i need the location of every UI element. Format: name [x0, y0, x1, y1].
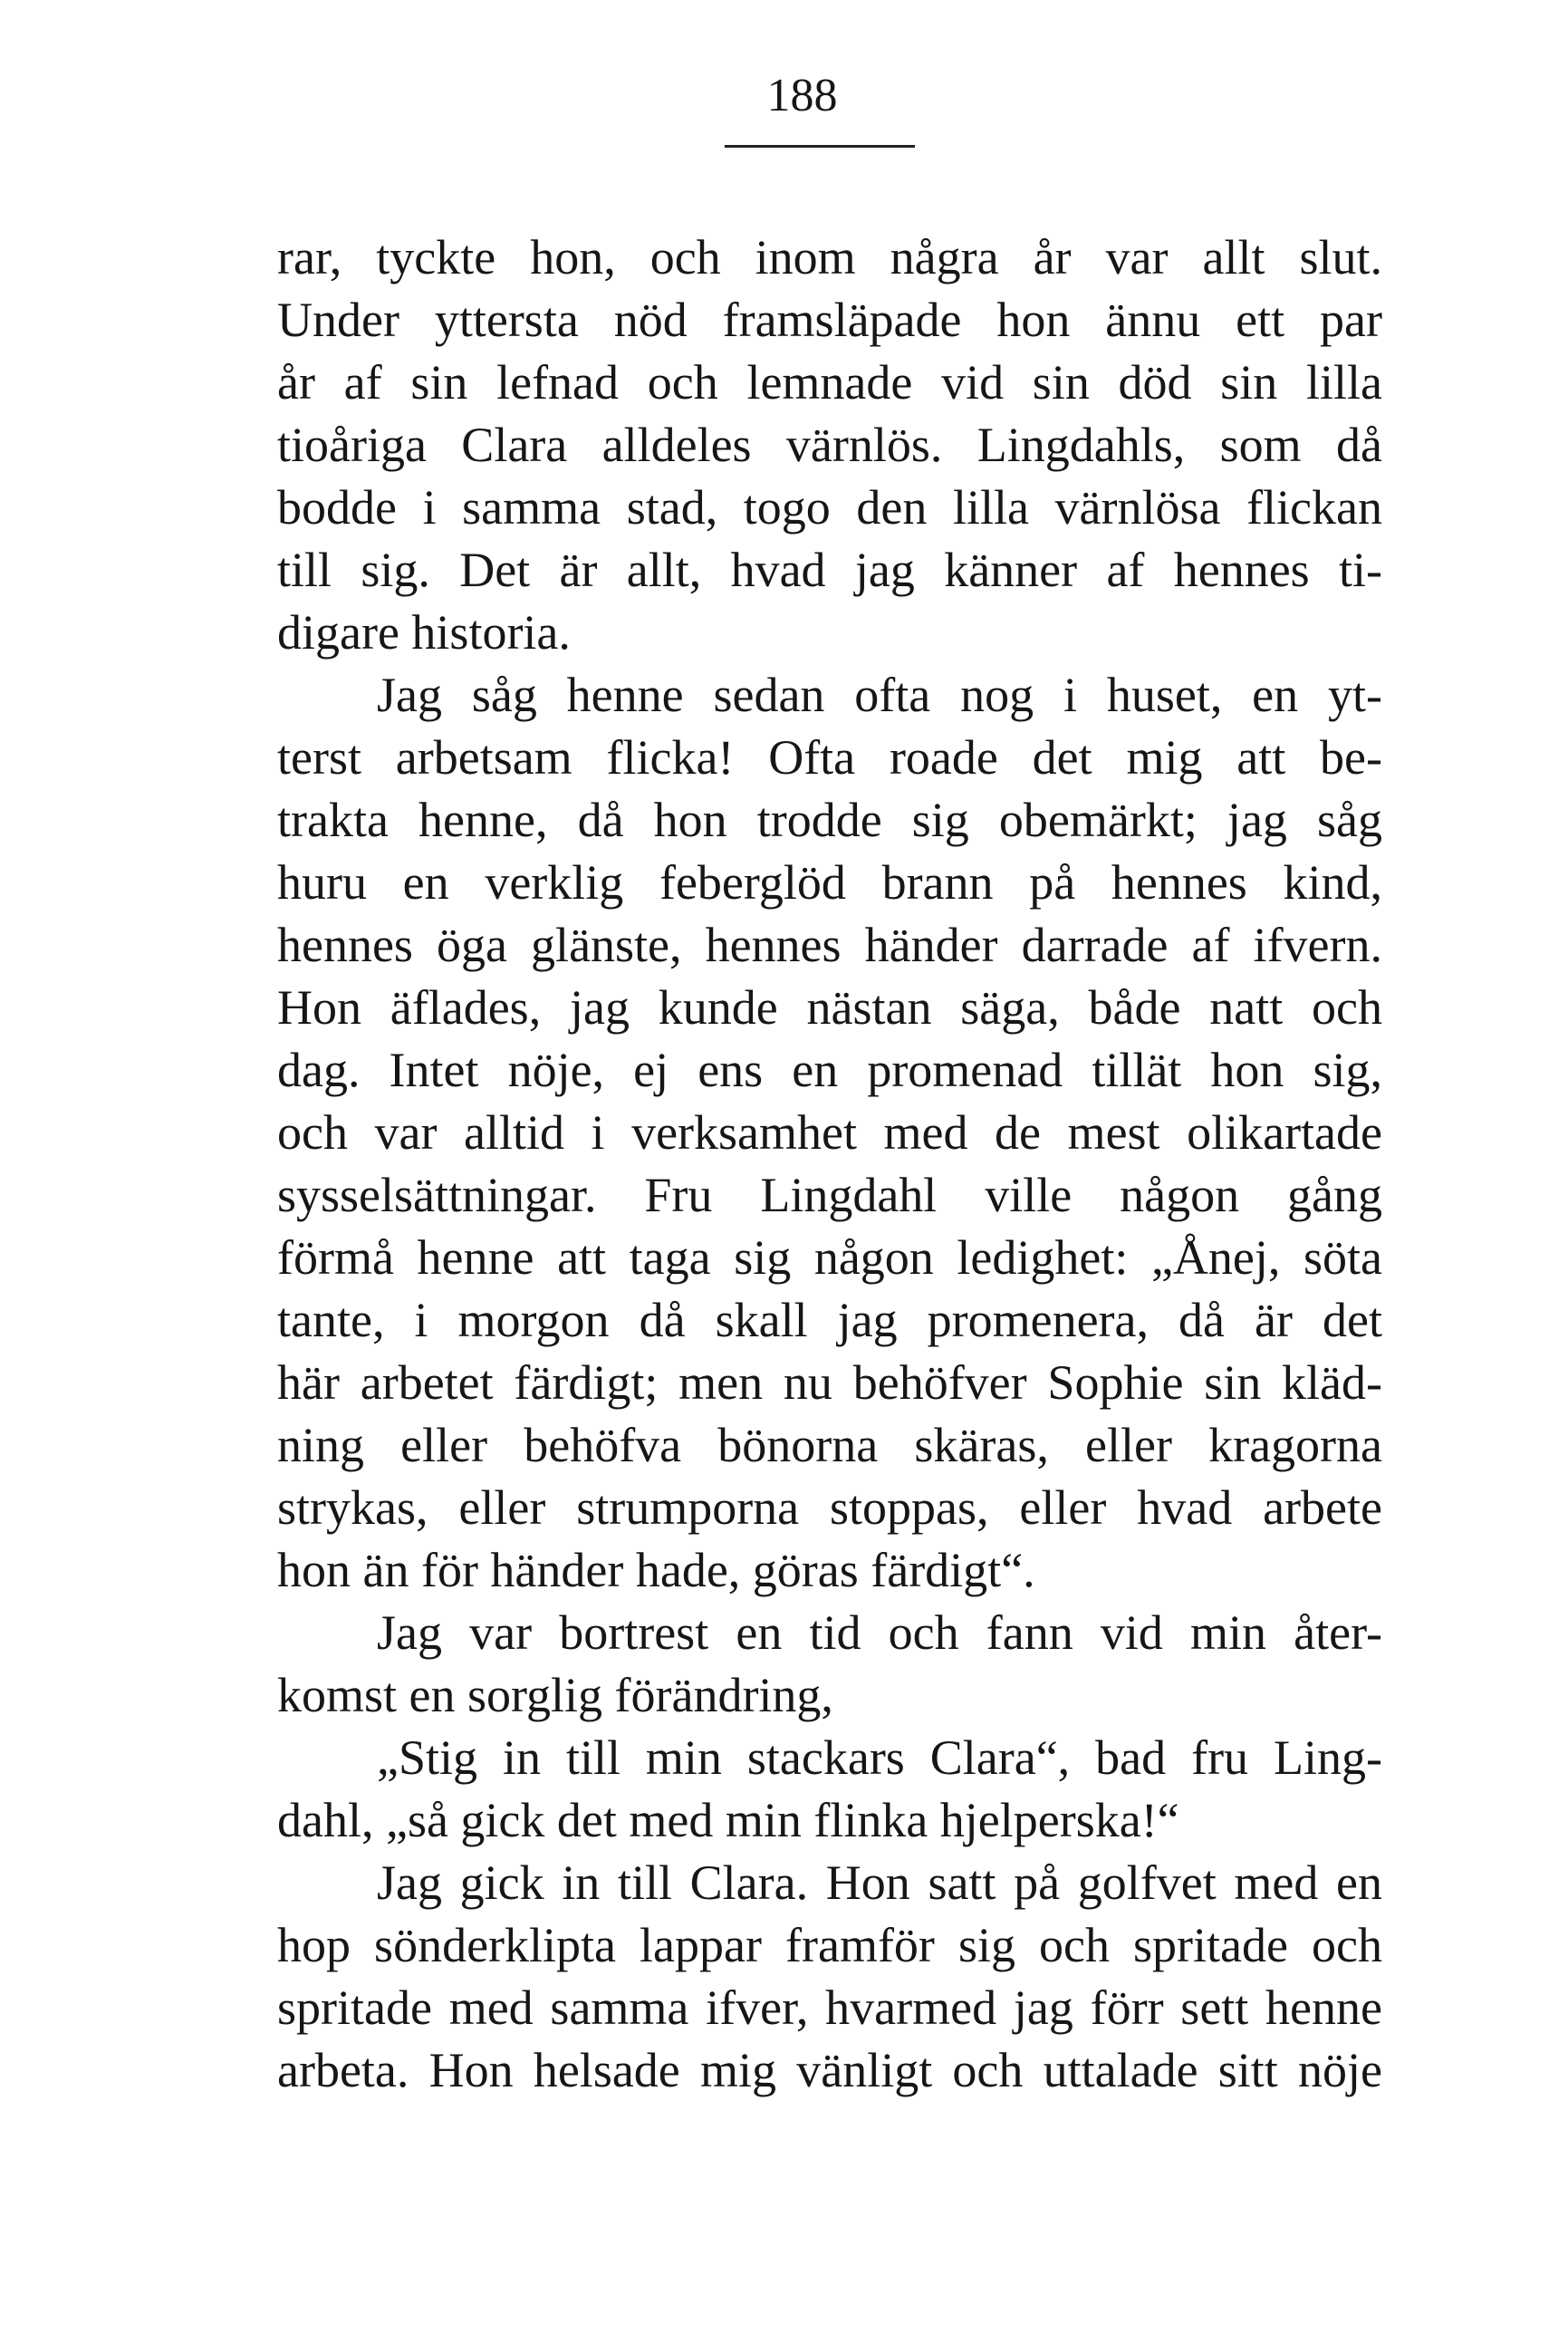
- text-line: hon än för händer hade, göras färdigt“.: [277, 1543, 1035, 1597]
- text-line: år af sin lefnad och lemnade vid sin död sin lilla: [277, 355, 1382, 410]
- text-line: förmå henne att taga sig någon ledighet: „Ånej, söta: [277, 1230, 1382, 1285]
- text-line: rar, tyckte hon, och inom några år var allt slut.: [277, 230, 1382, 284]
- text-line: trakta henne, då hon trodde sig obemärkt; jag såg: [277, 793, 1382, 847]
- text-line: till sig. Det är allt, hvad jag känner af hennes ti-: [277, 543, 1382, 597]
- text-line: komst en sorglig förändring,: [277, 1668, 833, 1722]
- text-line: dag. Intet nöje, ej ens en promenad tillät hon sig,: [277, 1043, 1382, 1097]
- text-line: bodde i samma stad, togo den lilla värnlösa flickan: [277, 480, 1382, 535]
- text-line: sysselsättningar. Fru Lingdahl ville någon gång: [277, 1168, 1382, 1222]
- text-line: ning eller behöfva bönorna skäras, eller kragorna: [277, 1418, 1382, 1472]
- header-rule: [725, 145, 915, 148]
- text-line: strykas, eller strumporna stoppas, eller hvad arbete: [277, 1480, 1382, 1535]
- text-line: hop sönderklipta lappar framför sig och spritade och: [277, 1918, 1382, 1972]
- text-line: tioåriga Clara alldeles värnlös. Lingdahls, som då: [277, 418, 1382, 472]
- page-number: 188: [766, 70, 838, 121]
- text-line: Jag var bortrest en tid och fann vid min åter-: [377, 1605, 1382, 1660]
- text-line: Hon äflades, jag kunde nästan säga, både natt och: [277, 980, 1382, 1035]
- text-line: dahl, „så gick det med min flinka hjelperska!“: [277, 1793, 1179, 1847]
- text-line: spritade med samma ifver, hvarmed jag förr sett henne: [277, 1980, 1382, 2035]
- text-line: Jag såg henne sedan ofta nog i huset, en yt-: [377, 668, 1382, 722]
- text-line: och var alltid i verksamhet med de mest olikartade: [277, 1105, 1382, 1160]
- text-line: Under yttersta nöd framsläpade hon ännu ett par: [277, 293, 1382, 347]
- text-line: Jag gick in till Clara. Hon satt på golfvet med en: [377, 1855, 1382, 1910]
- text-line: terst arbetsam flicka! Ofta roade det mig att be-: [277, 730, 1382, 785]
- body-text: [277, 226, 1382, 2102]
- text-line: digare historia.: [277, 605, 571, 660]
- text-line: tante, i morgon då skall jag promenera, då är det: [277, 1293, 1382, 1347]
- text-line: arbeta. Hon helsade mig vänligt och uttalade sitt nöje: [277, 2043, 1382, 2097]
- text-line: huru en verklig feberglöd brann på hennes kind,: [277, 855, 1382, 910]
- text-line: här arbetet färdigt; men nu behöfver Sophie sin kläd-: [277, 1355, 1382, 1410]
- text-line: hennes öga glänste, hennes händer darrade af ifvern.: [277, 918, 1382, 972]
- text-line: „Stig in till min stackars Clara“, bad fru Ling-: [377, 1730, 1382, 1785]
